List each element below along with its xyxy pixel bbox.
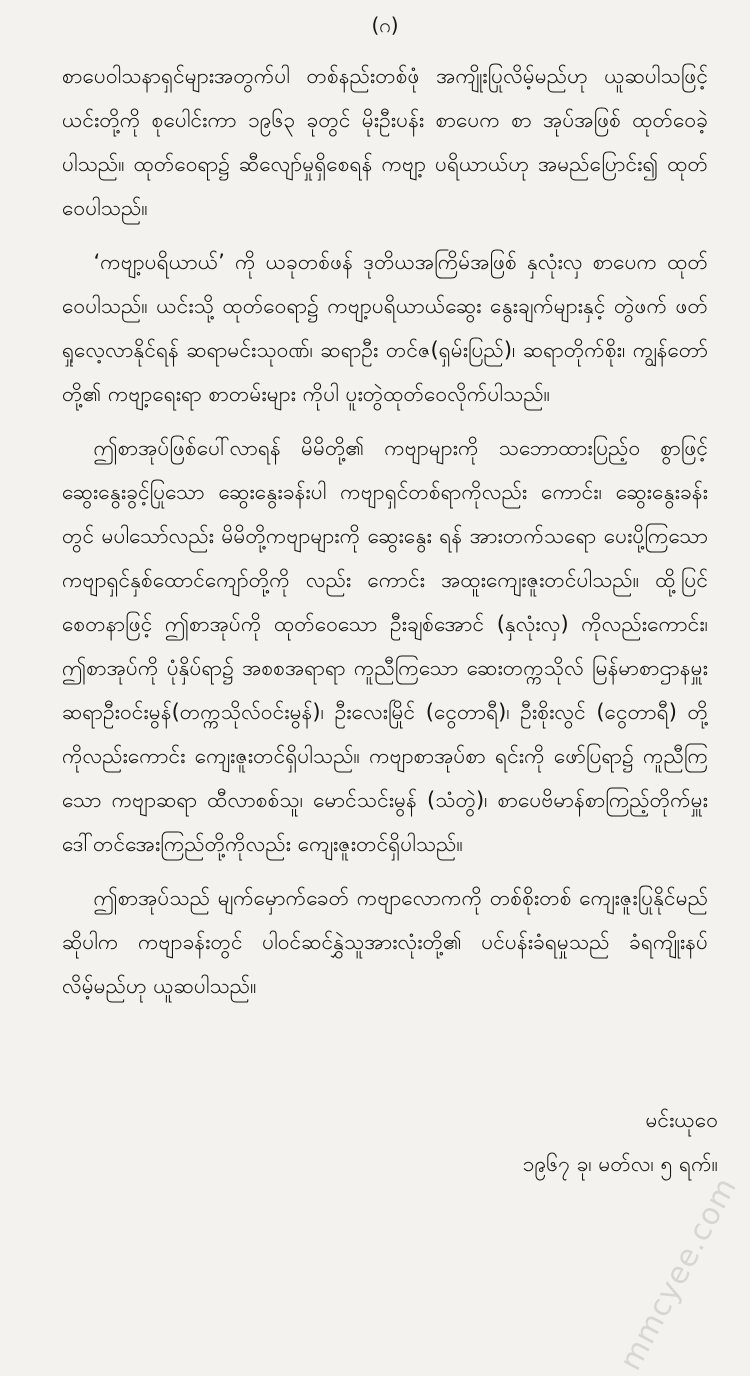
body-text	[62, 54, 708, 1008]
signature-block	[523, 1098, 718, 1186]
paragraph-3: ဤစာအုပ်ဖြစ်ပေါ်လာရန် မိမိတို့၏ ကဗျာများကို သဘောထားပြည့်ဝ စွာဖြင့် ဆွေးနွေးခွင့်ပြုသော ဆွေးနွေးခန်းပါ ကဗျာရှင်တစ်ရာကိုလည်း ကောင်း၊ ဆွေးနွေးခန်းတွင် မပါသော်လည်း မိမိတို့ကဗျာများကို ဆွေးနွေး ရန် အားတက်သရော ပေးပို့ကြသော ကဗျာရှင်နှစ်ထောင်ကျော်တို့ကို လည်း ကောင်း အထူးကျေးဇူးတင်ပါသည်။ ထို့ပြင် စေတနာဖြင့် ဤစာအုပ်ကို ထုတ်ဝေသော ဦးချစ်အောင် (နှလုံးလှ) ကိုလည်းကောင်း၊ ဤစာအုပ်ကို ပုံနှိပ်ရာ၌ အစစအရာရာ ကူညီကြသော ဆေးတက္ကသိုလ် မြန်မာစာဌာနမှူး ဆရာဦးဝင်းမွန်(တက္ကသိုလ်ဝင်းမွန်)၊ ဦးလေးမြိုင် (ငွေတာရီ)၊ ဦးစိုးလွင် (ငွေတာရီ) တို့ကိုလည်းကောင်း ကျေးဇူးတင်ရှိပါသည်။ ကဗျာစာအုပ်စာ ရင်းကို ဖော်ပြရာ၌ ကူညီကြသော ကဗျာဆရာ ထီလာစစ်သူ၊ မောင်သင်းမွန် (သံတွဲ)၊ စာပေဗိမာန်စာကြည့်တိုက်မှူး ဒေါ်တင်အေးကြည်တို့ကိုလည်း ကျေးဇူးတင်ရှိပါသည်။	[62, 436, 708, 856]
paragraph-4: ဤစာအုပ်သည် မျက်မှောက်ခေတ် ကဗျာလောကကို တစ်စိုးတစ် ကျေးဇူးပြုနိုင်မည်ဆိုပါက ကဗျာခန်းတွင် ပါဝင်ဆင်နွှဲသူအားလုံးတို့၏ ပင်ပန်းခံရမှုသည် ခံရကျိုးနပ်လိမ့်မည်ဟု ယူဆပါသည်။	[62, 886, 708, 998]
signature-date: ၁၉၆၇ ခု၊ မတ်လ၊ ၅ ရက်။	[522, 1152, 718, 1176]
author-name: မင်းယုဝေ	[645, 1108, 718, 1132]
paragraph-1: စာပေဝါသနာရှင်များအတွက်ပါ တစ်နည်းတစ်ဖုံ အကျိုးပြုလိမ့်မည်ဟု ယူဆပါသဖြင့် ယင်းတို့ကို စုပေါင်းကာ ၁၉၆၃ ခုတွင် မိုးဦးပန်း စာပေက စာ အုပ်အဖြစ် ထုတ်ဝေခဲ့ပါသည်။ ထုတ်ဝေရာ၌ ဆီလျော်မှုရှိစေရန် ကဗျာ့ ပရိယာယ်ဟု အမည်ပြောင်း၍ ထုတ်ဝေပါသည်။	[62, 64, 708, 220]
page-number: (ဂ)	[371, 13, 399, 37]
watermark: mmcyee.com	[612, 1171, 744, 1376]
paragraph-2: ‘ကဗျာ့ပရိယာယ်’ ကို ယခုတစ်ဖန် ဒုတိယအကြိမ်အဖြစ် နှလုံးလှ စာပေက ထုတ်ဝေပါသည်။ ယင်းသို့ ထုတ်ဝေရာ၌ ကဗျာ့ပရိယာယ်ဆွေး နွေးချက်များနှင့် တွဲဖက် ဖတ်ရှုလေ့လာနိုင်ရန် ဆရာမင်းသုဝဏ်၊ ဆရာဦး တင်ဇ(ရှမ်းပြည်)၊ ဆရာတိုက်စိုး၊ ကျွန်တော်တို့၏ ကဗျာ့ရေးရာ စာတမ်းများ ကိုပါ ပူးတွဲထုတ်ဝေလိုက်ပါသည်။	[62, 250, 708, 406]
